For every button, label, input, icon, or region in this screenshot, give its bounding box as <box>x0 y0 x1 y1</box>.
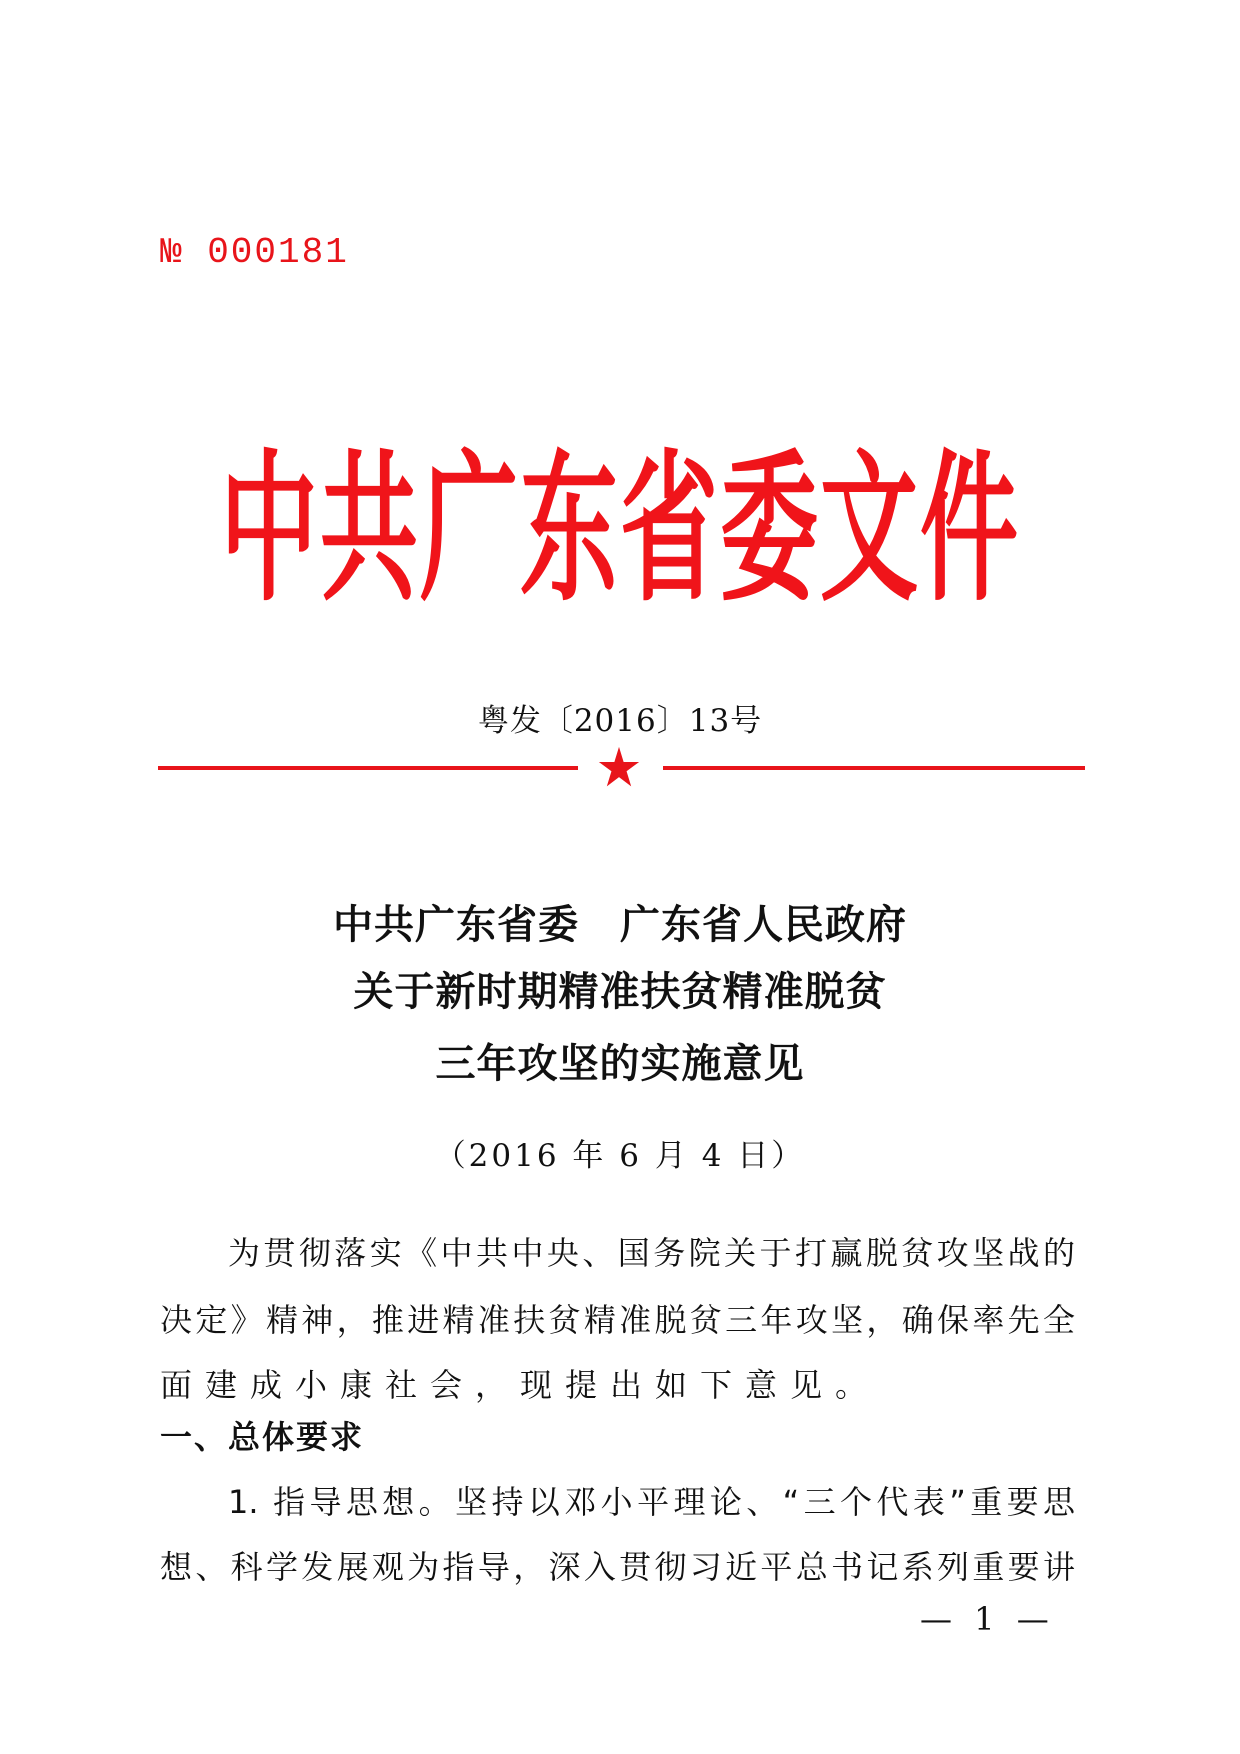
document-banner: 中共广东省委文件 <box>220 436 1021 625</box>
body-line: 想、科学发展观为指导，深入贯彻习近平总书记系列重要讲 <box>160 1548 1075 1586</box>
body-line: 1. 指导思想。坚持以邓小平理论、“三个代表”重要思 <box>228 1483 1075 1521</box>
body-line: 面建成小康社会，现提出如下意见。 <box>160 1366 881 1404</box>
document-title-line-2: 关于新时期精准扶贫精准脱贫 <box>353 968 887 1015</box>
page-number: — 1 — <box>920 1600 1055 1638</box>
document-date: （2016 年 6 月 4 日） <box>434 1138 806 1174</box>
red-star-icon <box>598 746 640 788</box>
serial-number: № 000181 <box>160 232 349 273</box>
document-number: 粤发〔2016〕13号 <box>477 703 763 739</box>
document-title-line-1: 中共广东省委 广东省人民政府 <box>333 901 907 948</box>
body-line: 为贯彻落实《中共中央、国务院关于打赢脱贫攻坚战的 <box>228 1234 1075 1272</box>
section-heading: 一、总体要求 <box>160 1418 365 1456</box>
body-line: 决定》精神，推进精准扶贫精准脱贫三年攻坚，确保率先全 <box>160 1301 1075 1339</box>
red-divider-left <box>158 766 578 770</box>
document-title-line-3: 三年攻坚的实施意见 <box>435 1040 805 1087</box>
red-divider-right <box>663 766 1085 770</box>
